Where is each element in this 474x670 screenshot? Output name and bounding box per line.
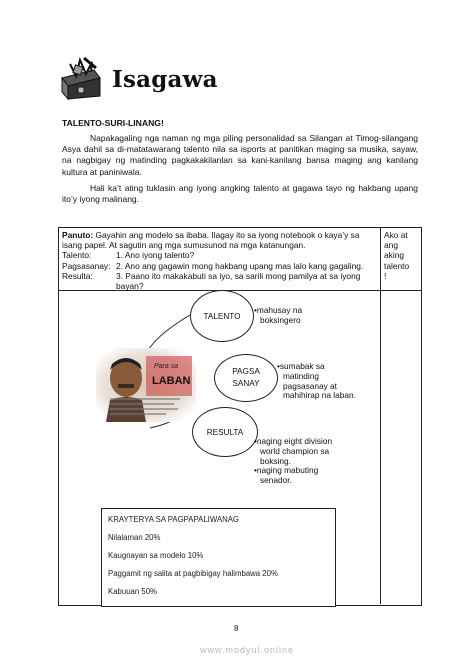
note-line: boksingero	[260, 314, 301, 325]
criteria-item: Kaugnayan sa modelo 10%	[108, 551, 204, 560]
pagsasanay-label-2: SANAY	[232, 379, 260, 388]
question-key-talento: Talento:	[62, 250, 92, 261]
question-1: 1. Ano iyong talento?	[116, 250, 195, 261]
note-line: •mahusay na	[254, 305, 303, 315]
note-line: world champion sa	[260, 445, 330, 456]
note-line: mahihirap na laban.	[283, 390, 356, 401]
question-2: 2. Ano ang gagawin mong hakbang upang mas lalo kang gagaling.	[116, 260, 364, 271]
note-line: •sumabak sa	[277, 361, 325, 371]
poster-text: LABAN	[152, 375, 191, 387]
note-line: pagsasanay at	[283, 380, 337, 391]
resulta-note	[254, 437, 332, 486]
side-caption-line: Ako at	[384, 230, 408, 240]
talento-circle	[190, 290, 254, 342]
side-caption-line: ang	[384, 240, 398, 251]
pagsasanay-note	[277, 362, 356, 401]
note-line: •naging eight division	[254, 436, 333, 446]
intro-paragraph-2: Hali ka’t ating tuklasin ang iyong angking talento at gagawa tayo ng hakbang upang ito’y iyong malinang.	[62, 183, 418, 205]
question-key-pagsasanay: Pagsasanay:	[62, 260, 111, 271]
boxer-photo	[96, 348, 196, 422]
note-line: matinding	[283, 370, 319, 381]
criteria-item: Paggamit ng salita at pagbibigay halimbawa 20%	[108, 569, 278, 578]
instructions-label: Panuto:	[62, 230, 94, 240]
note-line: boksing.	[260, 455, 291, 466]
question-3: 3. Paano ito makakabuti sa iyo, sa sarili mong pamilya at sa iyong bayan?	[116, 270, 361, 292]
criteria-box	[101, 508, 336, 607]
section-heading: TALENTO-SURI-LINANG!	[62, 118, 164, 128]
resulta-circle	[192, 407, 258, 457]
talento-label: TALENTO	[203, 311, 241, 321]
pagsasanay-circle	[214, 354, 278, 402]
resulta-label: RESULTA	[206, 427, 244, 437]
svg-text:Para sa: Para sa	[154, 363, 179, 370]
page-number: 8	[234, 624, 239, 633]
watermark: www.modyul.online	[200, 645, 295, 655]
criteria-item: Nilalaman 20%	[108, 533, 161, 542]
talento-note	[254, 306, 302, 326]
criteria-title: KRAYTERYA SA PAGPAPALIWANAG	[108, 515, 239, 524]
question-key-resulta: Resulta:	[62, 270, 93, 281]
side-caption-line: !	[384, 270, 387, 281]
instructions-text: Gayahin ang modelo sa ibaba. Ilagay ito sa iyong notebook o kaya’y sa isang papel. At sagutin ang mga sumusunod na mga katanungan.	[62, 230, 360, 251]
side-caption-line: aking	[384, 250, 405, 261]
page-title: Isagawa	[112, 66, 218, 93]
pagsasanay-label-1: PAGSA	[232, 367, 260, 376]
note-line: •naging mabuting	[254, 465, 319, 476]
side-caption-line: talento	[384, 260, 410, 271]
note-line: senador.	[260, 475, 292, 486]
intro-paragraph-1: Napakagaling nga naman ng mga piling personalidad sa Silangan at Timog-silangang Asya dahil sa di-matatawarang talento nila sa isports at panitikan maging sa musika, sayaw, na nagbigay ng matinding pagkakakilanlan sa kani-kanilang bansa maging ang kanilang kultura at paniniwala.	[62, 133, 418, 177]
criteria-item: Kabuuan 50%	[108, 587, 157, 596]
